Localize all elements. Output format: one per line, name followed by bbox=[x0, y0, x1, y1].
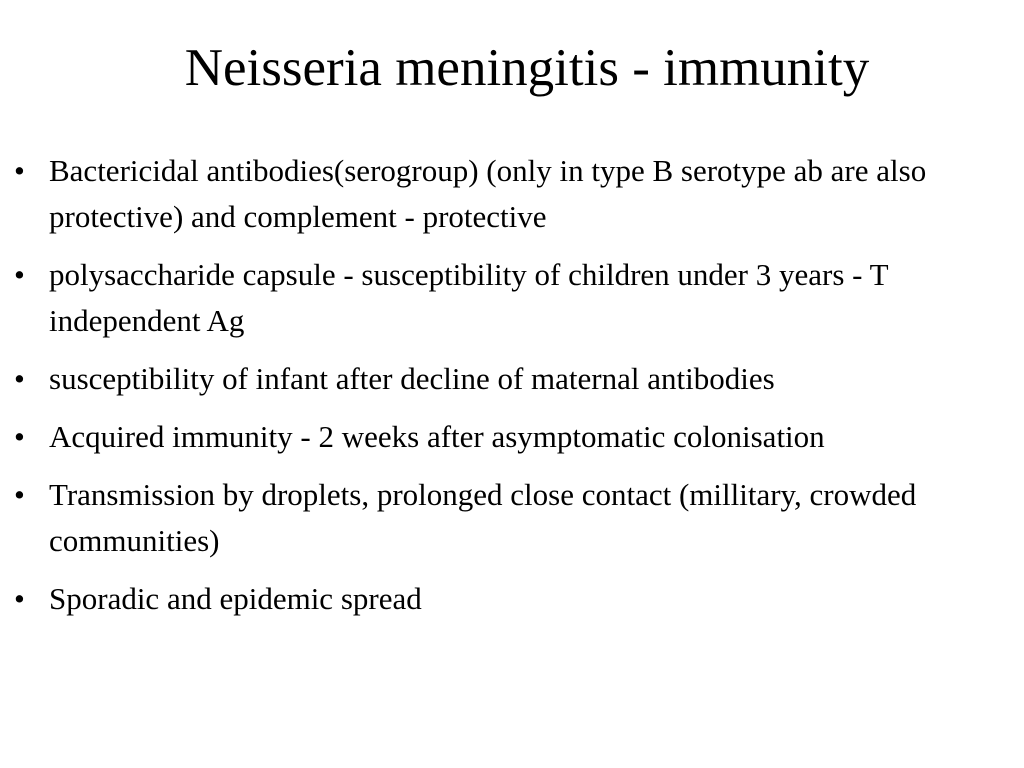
bullet-text: Sporadic and epidemic spread bbox=[49, 581, 422, 616]
bullet-dot-icon: • bbox=[14, 153, 25, 188]
bullet-item bbox=[14, 356, 1004, 402]
bullet-item bbox=[14, 414, 1004, 460]
slide-title: Neisseria meningitis - immunity bbox=[184, 39, 870, 97]
bullet-item bbox=[14, 148, 1004, 240]
bullet-dot-icon: • bbox=[14, 361, 25, 396]
bullet-dot-icon: • bbox=[14, 581, 25, 616]
bullet-list bbox=[14, 148, 1004, 634]
bullet-text: susceptibility of infant after decline of maternal antibodies bbox=[49, 361, 775, 396]
bullet-text: Acquired immunity - 2 weeks after asymptomatic colonisation bbox=[49, 419, 825, 454]
bullet-item bbox=[14, 252, 1004, 344]
bullet-item bbox=[14, 576, 1004, 622]
bullet-text: Transmission by droplets, prolonged close contact (millitary, crowded communities) bbox=[49, 477, 917, 558]
bullet-text: polysaccharide capsule - susceptibility of children under 3 years - T independent Ag bbox=[49, 257, 889, 338]
bullet-dot-icon: • bbox=[14, 257, 25, 292]
bullet-dot-icon: • bbox=[14, 419, 25, 454]
bullet-dot-icon: • bbox=[14, 477, 25, 512]
bullet-text: Bactericidal antibodies(serogroup) (only in type B serotype ab are also protective) and complement - protective bbox=[49, 153, 927, 234]
bullet-item bbox=[14, 472, 1004, 564]
